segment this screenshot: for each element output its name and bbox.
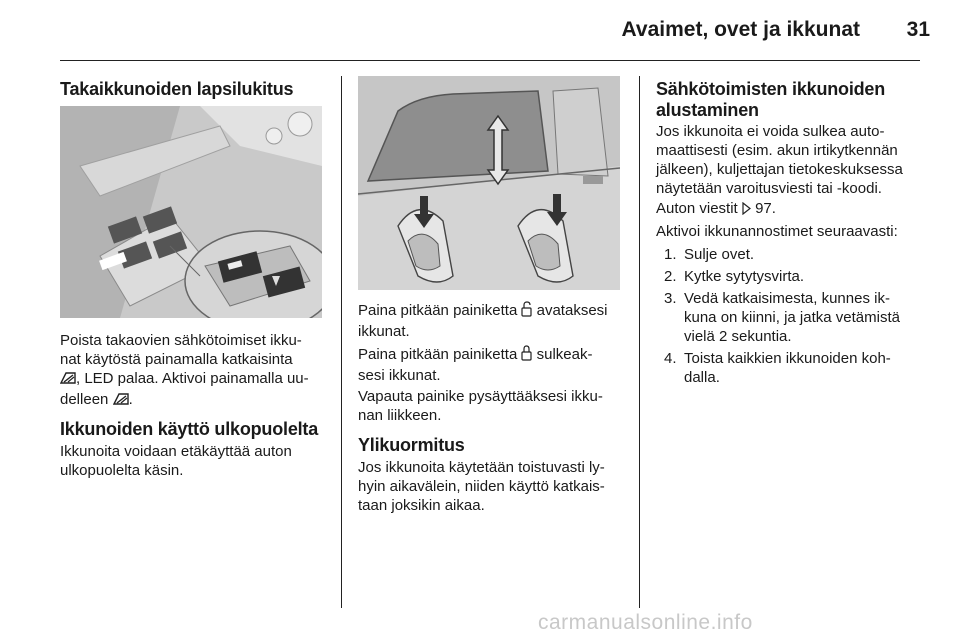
section-heading-child-lock: Takaikkunoiden lapsilukitus: [60, 79, 294, 99]
car-window-and-keys-illustration: [358, 76, 620, 290]
text-line-with-icon: [358, 301, 638, 322]
text-line: sesi ikkunat.: [358, 367, 441, 384]
text-line: hyin aikavälein, niiden käyttö katkais-: [358, 478, 605, 495]
activation-intro: Aktivoi ikkunannostimet seuraavasti:: [656, 223, 898, 240]
column-divider-2: [639, 76, 640, 608]
section-heading-remote-windows: Ikkunoiden käyttö ulkopuolelta: [60, 419, 319, 439]
text-line: Poista takaovien sähkötoimiset ikku-: [60, 332, 302, 349]
step-text: Kytke sytytysvirta.: [684, 268, 805, 285]
column-divider-1: [341, 76, 342, 608]
child-lock-icon: [60, 371, 76, 390]
lock-icon: [521, 345, 532, 366]
activation-steps-list: [656, 245, 926, 390]
text-fragment: .: [128, 391, 133, 408]
section-heading-window-initialisation: [656, 79, 926, 121]
child-lock-paragraph: [60, 331, 340, 411]
text-line: näytetään varoitusviesti tai -koodi.: [656, 180, 882, 197]
step-number: 2.: [664, 268, 677, 285]
step-text: Toista kaikkien ikkunoiden koh-: [684, 350, 891, 367]
heading-line: alustaminen: [656, 100, 759, 120]
page-number: 31: [906, 18, 930, 41]
remote-key-window-figure: [358, 76, 620, 290]
text-fragment: Auton viestit: [656, 200, 738, 217]
text-line: ikkunat.: [358, 323, 410, 340]
list-item: [656, 267, 926, 286]
header-rule: [60, 60, 920, 61]
step-text: kuna on kiinni, ja jatka vetämistä: [684, 309, 900, 326]
text-line: Vapauta painike pysäyttääksesi ikku-: [358, 388, 603, 405]
text-line: Ikkunoita voidaan etäkäyttää auton: [60, 443, 292, 460]
text-fragment: delleen: [60, 391, 109, 408]
step-text: Sulje ovet.: [684, 246, 755, 263]
stop-windows-paragraph: [358, 387, 638, 425]
step-number: 1.: [664, 246, 677, 263]
overload-paragraph: [358, 458, 638, 515]
remote-windows-paragraph: [60, 442, 340, 480]
text-fragment: Paina pitkään painiketta: [358, 346, 518, 363]
text-line: taan joksikin aikaa.: [358, 497, 485, 514]
text-line-with-icon: [60, 390, 340, 411]
vehicle-messages-reference: [656, 199, 926, 220]
step-number: 3.: [664, 290, 677, 307]
step-text: Vedä katkaisimesta, kunnes ik-: [684, 290, 890, 307]
text-line-with-icon: [60, 369, 340, 390]
close-windows-paragraph: [358, 345, 638, 385]
text-line-with-icon: [358, 345, 638, 366]
open-windows-paragraph: [358, 301, 638, 341]
list-item: [656, 245, 926, 264]
list-item: [656, 289, 926, 346]
text-line: jälkeen), kuljettajan tietokeskuksessa: [656, 161, 903, 178]
child-lock-switch-figure: [60, 106, 322, 318]
text-line: nat käytöstä painamalla katkaisinta: [60, 351, 293, 368]
text-line: Jos ikkunoita käytetään toistuvasti ly-: [358, 459, 605, 476]
page-reference-arrow-icon: [742, 201, 751, 220]
child-lock-icon: [113, 392, 129, 411]
step-text: vielä 2 sekuntia.: [684, 328, 792, 345]
text-fragment: avataksesi: [536, 302, 608, 319]
initialisation-paragraph: [656, 122, 926, 198]
watermark-text: carmanualsonline.info: [538, 611, 753, 634]
step-text: dalla.: [684, 369, 720, 386]
unlock-icon: [521, 301, 532, 322]
text-line: nan liikkeen.: [358, 407, 442, 424]
text-fragment: , LED palaa. Aktivoi painamalla uu-: [76, 370, 309, 387]
text-fragment: Paina pitkään painiketta: [358, 302, 518, 319]
text-fragment: 97.: [755, 200, 776, 217]
page-header-title: Avaimet, ovet ja ikkunat: [621, 18, 860, 41]
section-heading-overload: Ylikuormitus: [358, 435, 465, 455]
text-fragment: sulkeak-: [536, 346, 593, 363]
text-line: ulkopuolelta käsin.: [60, 462, 184, 479]
door-panel-illustration: [60, 106, 322, 318]
text-line: Jos ikkunoita ei voida sulkea auto-: [656, 123, 885, 140]
text-line: maattisesti (esim. akun irtikytkennän: [656, 142, 898, 159]
heading-line: Sähkötoimisten ikkunoiden: [656, 79, 886, 99]
list-item: [656, 349, 926, 387]
step-number: 4.: [664, 350, 677, 367]
